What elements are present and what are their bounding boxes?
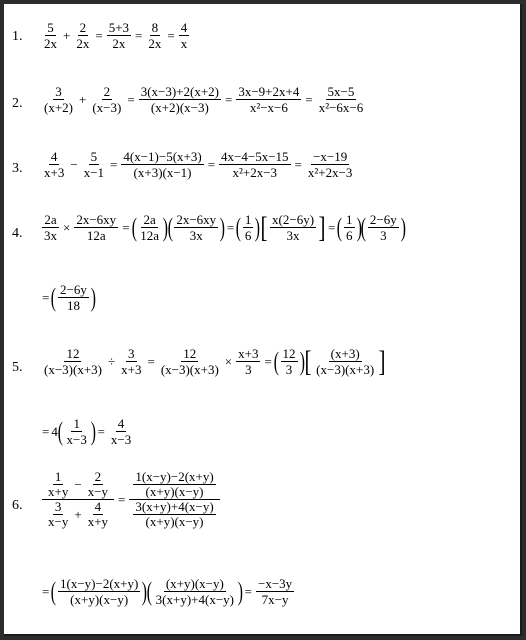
fraction [281,346,298,377]
operator: + [79,91,87,107]
fraction [236,346,260,377]
denominator: 3 [245,362,252,377]
numerator: 5 [90,149,98,164]
operator: − [70,156,78,172]
right-paren: ) [90,416,96,446]
equals-sign: = [264,353,272,369]
fraction [42,346,104,377]
fraction [154,576,236,607]
fraction [121,149,203,180]
denominator: x−y [48,514,69,529]
denominator: x [180,36,188,51]
left-paren: ( [167,212,173,242]
denominator: (x−3)(x+3) [316,362,375,377]
fraction [119,346,143,377]
problem-number: 6. [12,498,23,513]
numerator: 1 [54,469,62,484]
numerator: −x−3y [258,576,293,591]
denominator: 3x [44,228,57,243]
right-paren: ) [400,212,406,242]
right-bracket: ] [378,344,386,378]
numerator: 1(x−y)−2(x+y) [135,469,214,484]
fraction [90,84,123,115]
complex-fraction [129,470,219,529]
denominator: 12a [86,228,106,243]
numerator: 2 [79,20,87,35]
fraction [42,84,75,115]
fraction [138,212,161,243]
numerator: 1 [73,416,80,431]
equals-sign: = [42,583,50,599]
numerator: 4x−4−5x−15 [221,149,289,164]
left-bracket: [ [304,344,312,378]
equals-sign: = [305,91,313,107]
numerator: 4 [117,416,125,431]
denominator: x²+2x−3 [307,165,353,180]
worksheet-page [4,4,522,636]
equals-sign: = [135,27,143,43]
denominator: 2x [148,36,162,51]
operator: × [224,353,233,369]
right-paren: ) [237,576,243,606]
equals-sign: = [294,156,302,172]
numerator: 5x−5 [327,84,355,99]
problem-4-line-1 [40,212,405,243]
fraction [179,20,190,51]
numerator: 2−6y [60,282,87,297]
fraction [270,212,316,243]
numerator: 3x−9+2x+4 [238,84,300,99]
fraction [317,84,366,115]
numerator: 5 [47,20,54,35]
equals-sign: = [42,423,50,439]
fraction [109,416,133,447]
problem-number: 1. [12,29,23,44]
fraction [86,470,110,499]
denominator: x−1 [83,165,105,180]
denominator: x+3 [44,165,65,180]
operator: × [63,219,71,235]
denominator: 3x [286,228,300,243]
problem-2-line [40,84,367,115]
right-paren: ) [299,346,305,376]
denominator: (x−3)(x+3) [160,362,219,377]
equals-sign: = [207,156,216,172]
numerator: 12 [66,346,80,361]
numerator: (x+3) [330,346,360,361]
numerator: 1 [346,212,353,227]
denominator: (x+y)(x−y) [145,484,204,499]
denominator: 7x−y [261,592,289,607]
fraction [159,346,221,377]
equals-sign: = [127,91,135,107]
fraction [46,470,70,499]
numerator: 8 [151,20,159,35]
denominator: 2x [112,36,126,51]
left-paren: ( [51,576,57,606]
fraction [42,149,66,180]
complex-fraction [42,470,114,529]
numerator: 4 [50,149,58,164]
fraction [42,20,59,51]
numerator: 12 [183,346,197,361]
fraction [46,500,70,529]
denominator: 18 [66,298,80,313]
numerator: 3 [128,346,135,361]
denominator: (x+y)(x−y) [70,592,129,607]
fraction [219,149,291,180]
problem-3-line [40,149,356,180]
fraction [42,212,59,243]
fraction [74,20,91,51]
right-paren: ) [356,212,362,242]
denominator: x+3 [121,362,142,377]
fraction [58,576,140,607]
fraction [133,500,215,529]
problem-5-line-2 [40,416,135,447]
fraction [344,212,355,243]
equals-sign: = [95,27,103,43]
left-paren: ( [360,212,367,242]
numerator: 2a [44,212,57,227]
problem-5-line-1 [40,346,386,377]
numerator: 2−6y [369,212,397,227]
numerator: (x+y)(x−y) [165,576,224,591]
numerator: 1(x−y)−2(x+y) [60,576,139,591]
numerator: −x−19 [313,149,348,164]
problem-1-line [40,20,191,51]
numerator: 2 [103,84,111,99]
numerator: x(2−6y) [272,212,315,227]
fraction [243,212,254,243]
right-paren: ) [90,282,96,312]
coefficient: 4 [51,423,58,439]
fraction [107,20,131,51]
equals-sign: = [226,219,235,235]
problem-number: 5. [12,360,23,375]
fraction [314,346,376,377]
left-paren: ( [51,282,57,312]
equals-sign: = [118,491,126,507]
fraction [86,500,110,529]
equals-sign: = [97,423,105,439]
equals-sign: = [244,583,252,599]
fraction [74,212,118,243]
problem-number: 2. [12,96,23,111]
equals-sign: = [167,27,175,43]
fraction [174,212,218,243]
problem-6-line-1 [40,470,222,529]
denominator: x−y [87,484,109,499]
operator: − [74,476,82,492]
fraction [256,576,294,607]
denominator: 3 [285,362,293,377]
denominator: (x+2) [44,100,73,115]
fraction [139,84,221,115]
equals-sign: = [122,219,130,235]
fraction [65,416,89,447]
equals-sign: = [110,156,118,172]
denominator: (x+3)(x−1) [133,165,192,180]
denominator: 6 [346,228,353,243]
equals-sign: = [225,91,233,107]
numerator: 12 [282,346,296,361]
denominator: 3x [189,228,203,243]
fraction [236,84,301,115]
operator: + [63,27,71,43]
denominator: 6 [244,228,252,243]
denominator: (x−3)(x+3) [44,362,102,377]
fraction [58,282,89,313]
denominator: (x−3) [92,100,122,115]
denominator: x+y [87,514,109,529]
operator: ÷ [107,353,116,369]
numerator: 4 [180,20,188,35]
denominator: x−3 [66,432,87,447]
left-bracket: [ [260,210,268,244]
denominator: 2x [76,36,90,51]
left-paren: ( [146,576,152,606]
equals-sign: = [42,289,50,305]
denominator: (x+y)(x−y) [145,514,204,529]
numerator: 4(x−1)−5(x+3) [123,149,202,164]
fraction [133,470,215,499]
problem-4-line-2 [40,282,96,313]
fraction [82,149,106,180]
denominator: 12a [140,228,159,243]
numerator: 3 [55,84,62,99]
denominator: x²−x−6 [249,100,288,115]
left-paren: ( [131,212,137,242]
numerator: 1 [244,212,252,227]
left-paren: ( [337,212,343,242]
denominator: 3(x+y)+4(x−y) [155,592,234,607]
denominator: 2x [44,36,57,51]
numerator: 4 [94,499,102,514]
denominator: x²−6x−6 [318,100,364,115]
left-paren: ( [273,346,279,376]
problem-number: 3. [12,161,23,176]
numerator: x+3 [238,346,259,361]
denominator: (x+2)(x−3) [150,100,209,115]
numerator: 5+3 [108,20,130,35]
right-paren: ) [142,576,148,606]
numerator: 2x−6xy [176,212,217,227]
fraction [146,20,163,51]
numerator: 3(x−3)+2(x+2) [140,84,219,99]
numerator: 3(x+y)+4(x−y) [135,499,214,514]
equals-sign: = [328,219,336,235]
numerator: 2x−6xy [76,212,117,227]
denominator: x+y [48,484,69,499]
denominator: 3 [380,228,387,243]
numerator: 2 [94,469,102,484]
denominator: x²+2x−3 [232,165,278,180]
right-bracket: ] [318,210,326,244]
right-paren: ) [162,212,168,242]
fraction [368,212,399,243]
left-paren: ( [235,212,242,242]
right-paren: ) [219,212,226,242]
right-paren: ) [255,212,261,242]
problem-number: 4. [12,226,23,241]
operator: + [74,506,82,522]
fraction [306,149,355,180]
denominator: x−3 [110,432,132,447]
left-paren: ( [57,416,63,446]
equals-sign: = [147,353,155,369]
numerator: 2a [143,212,156,227]
problem-6-line-2 [40,576,296,607]
numerator: 3 [54,499,62,514]
